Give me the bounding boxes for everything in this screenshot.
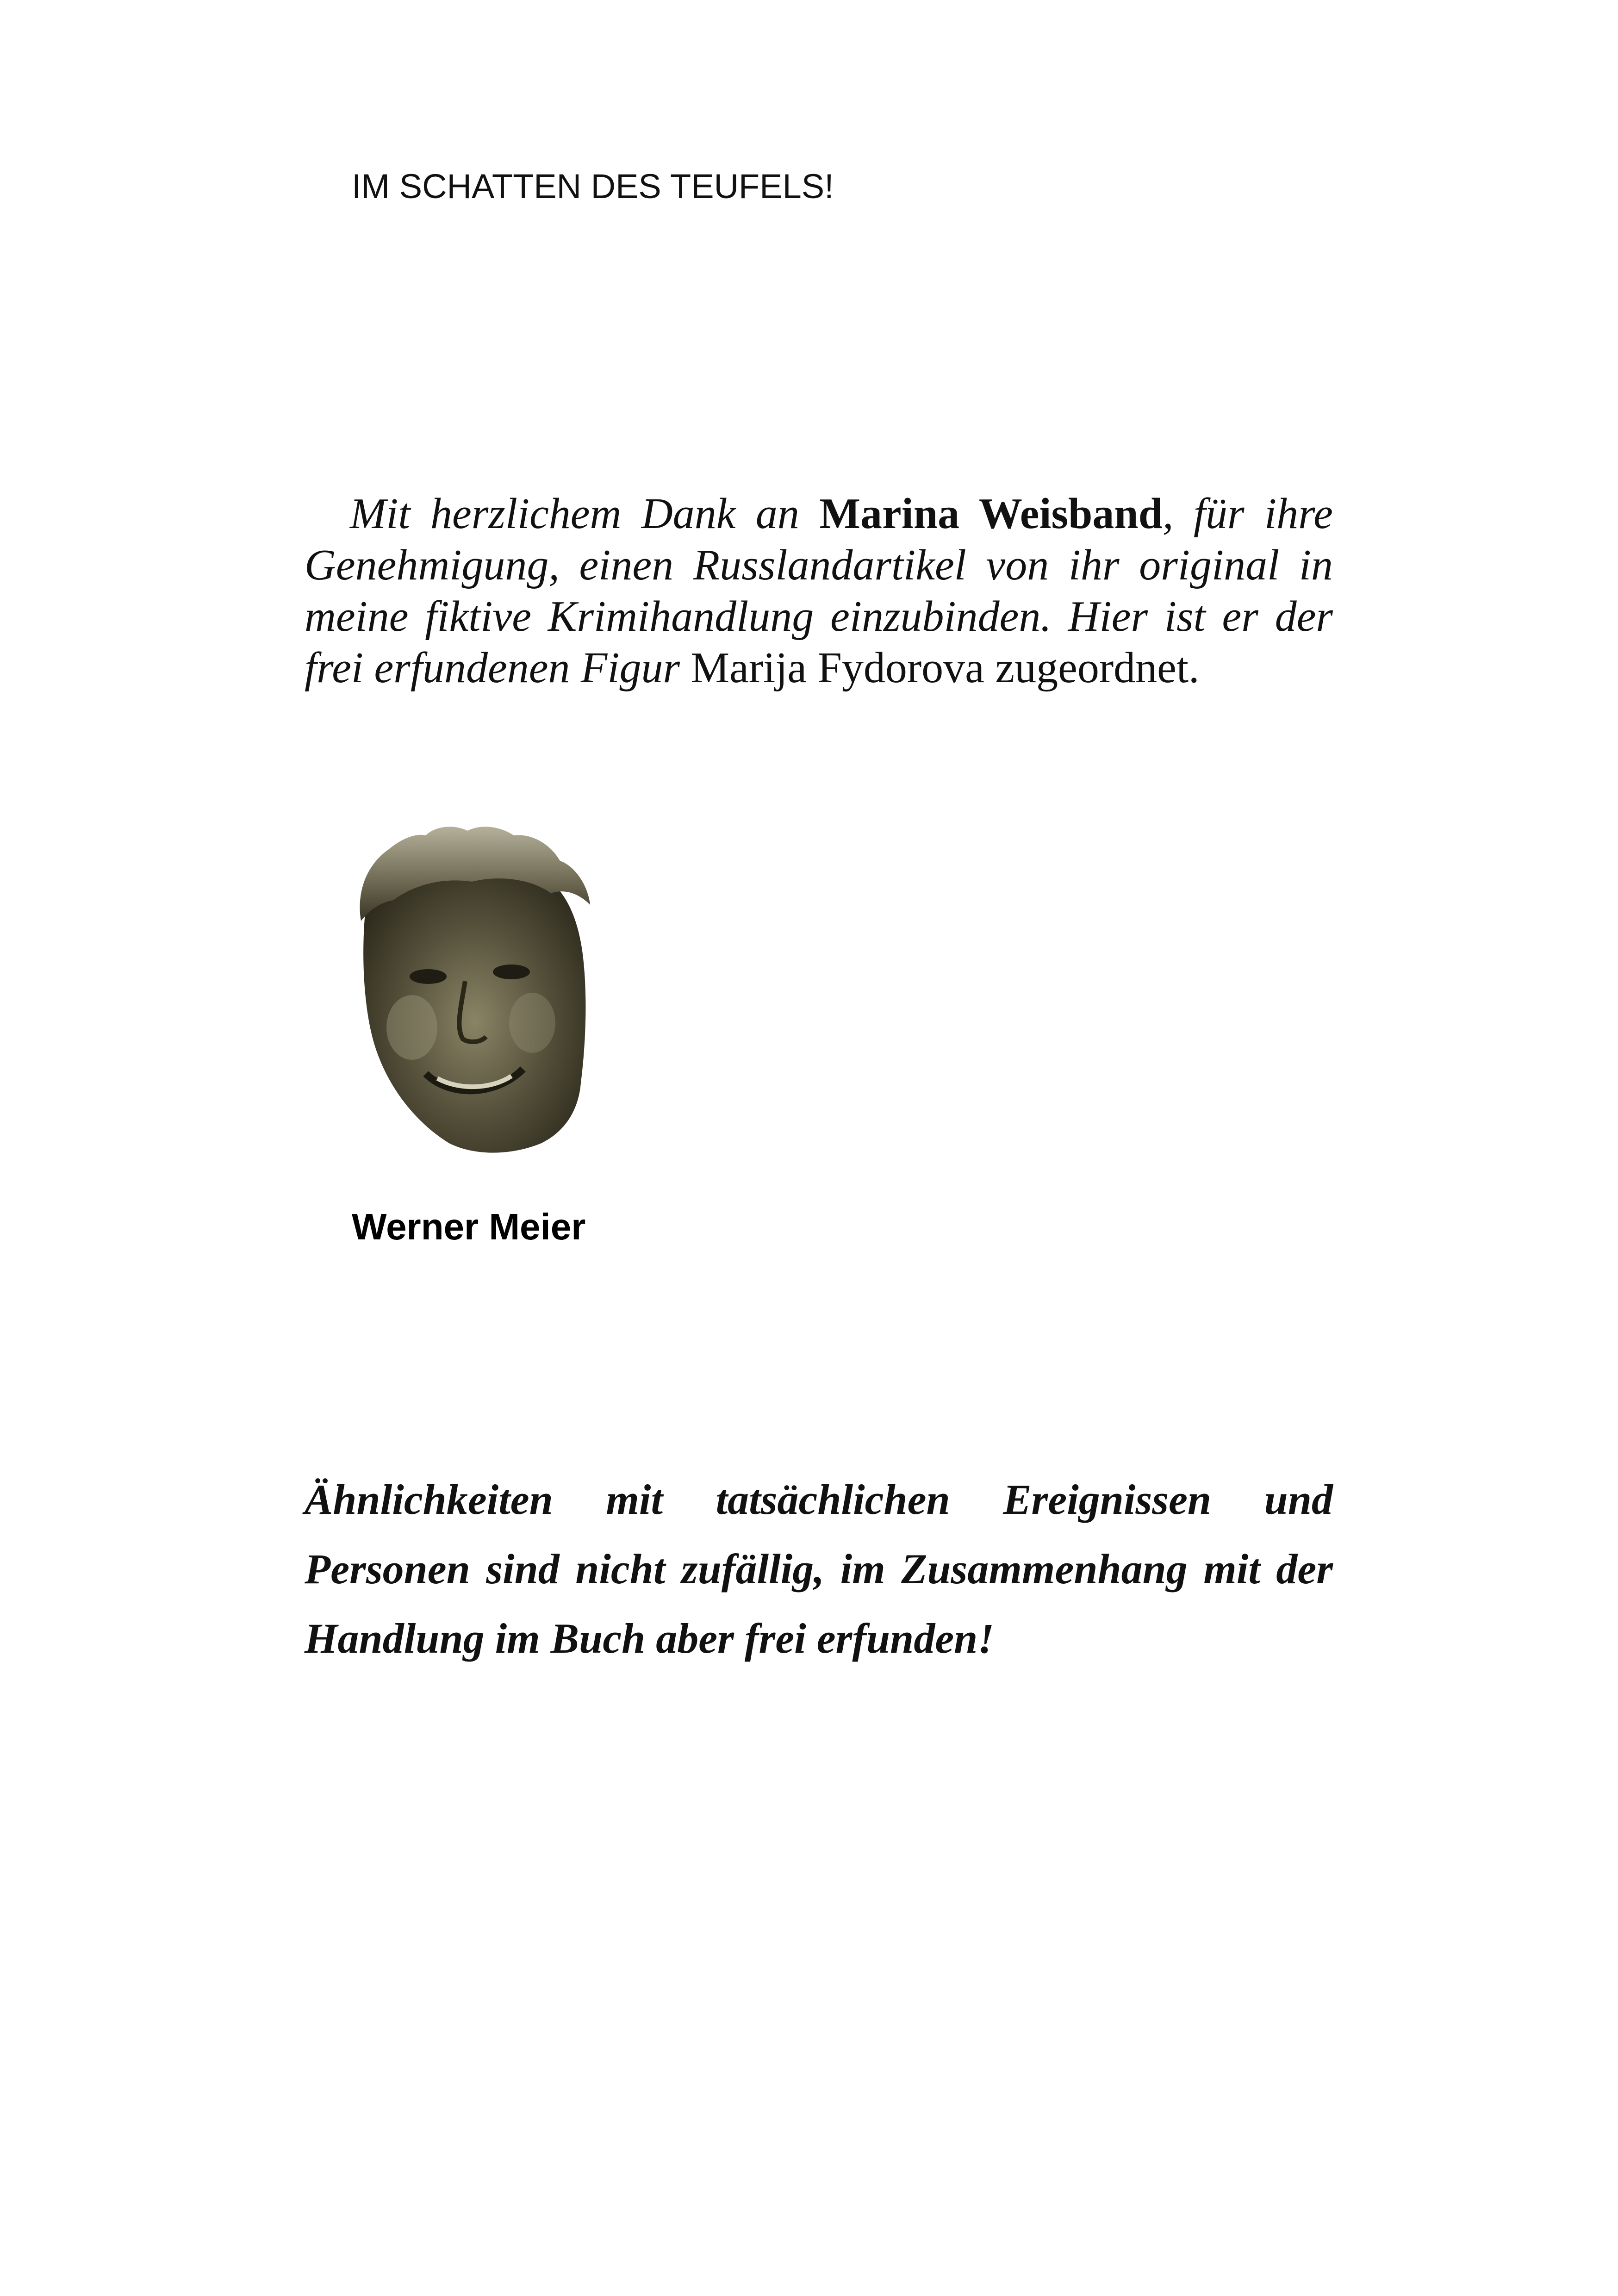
dedication-body: , für ihre Genehmigung, einen Russlandartikel von ihr original in meine fiktive Krimihandlung einzubinden. Hier ist er der frei erfundenen Figur <box>305 490 1333 692</box>
running-header-title: IM SCHATTEN DES TEUFELS! <box>352 167 834 205</box>
author-name: Werner Meier <box>352 1206 586 1247</box>
dedication-character: Marija Fydorova zugeordnet. <box>691 644 1200 692</box>
dedication-intro: Mit herzlichem Dank an <box>350 490 820 538</box>
dedication-honoree: Marina Weisband <box>819 490 1163 538</box>
dedication-paragraph <box>305 488 1333 694</box>
disclaimer-paragraph: Ähnlichkeiten mit tatsächlichen Ereignissen und Personen sind nicht zufällig, im Zusammenhang mit der Handlung im Buch aber frei erfunden! <box>305 1476 1333 1662</box>
author-portrait <box>347 824 597 1157</box>
